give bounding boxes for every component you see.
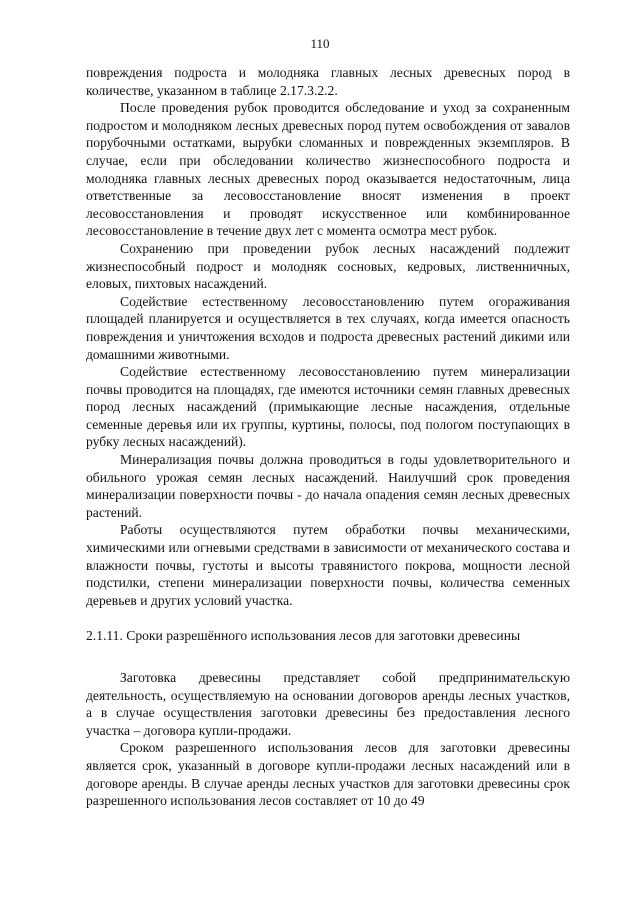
page-number: 110 xyxy=(310,36,330,51)
paragraph-inspection-and-care: После проведения рубок проводится обследование и уход за сохраненным подростом и молодняком лесных древесных пород путем освобождения от завалов порубочными остатками, вырубки сломанных и поврежденных экземпляров. В случае, если при обследовании количество жизнеспособного подроста и молодняка главных лесных древесных пород оказывается недостаточным, лица ответственные за лесовосстановление вносят изменения в проект лесовосстановления и проводят искусственное или комбинированное лесовосстановление в течение двух лет с момента осмотра мест рубок. xyxy=(86,100,570,239)
paragraph-continuation: повреждения подроста и молодняка главных лесных древесных пород в количестве, указанном в таблице 2.17.3.2.2. xyxy=(86,65,570,98)
paragraph-fencing: Содействие естественному лесовосстановлению путем огораживания площадей планируется и осуществляется в тех случаях, когда имеется опасность повреждения и уничтожения всходов и подроста древесных растений дикими или домашними животными. xyxy=(86,293,570,362)
paragraph-undergrowth-preservation: Сохранению при проведении рубок лесных насаждений подлежит жизнеспособный подрост и молодняк сосновых, кедровых, лиственничных, еловых, пихтовых насаждений. xyxy=(86,240,570,292)
paragraph-soil-treatment: Работы осуществляются путем обработки почвы механическими, химическими или огневыми средствами в зависимости от механического состава и влажности почвы, густоты и высоты травянистого покрова, мощности лесной подстилки, степени минерализации поверхности почвы, количества семенных деревьев и других условий участка. xyxy=(86,522,570,608)
paragraph-soil-mineralization: Содействие естественному лесовосстановлению путем минерализации почвы проводится на площадях, где имеются источники семян главных древесных пород лесных насаждений (примыкающие лесные насаждения, отдельные семенные деревья или их группы, куртины, полосы, под пологом поступающих в рубку лесных насаждений). xyxy=(86,364,570,450)
paragraph-mineralization-timing: Минерализация почвы должна проводиться в годы удовлетворительного и обильного урожая семян лесных насаждений. Наилучший срок проведения минерализации поверхности почвы - до начала опадения семян лесных древесных растений. xyxy=(86,452,570,520)
paragraph-timber-harvesting: Заготовка древесины представляет собой предпринимательскую деятельность, осуществляемую на основании договоров аренды лесных участков, а в случае осуществления заготовки древесины без предоставления лесного участка – договора купли-продажи. xyxy=(86,670,570,738)
paragraph-permitted-use-term: Сроком разрешенного использования лесов для заготовки древесины является срок, указанный в договоре купли-продажи лесных насаждений или в договоре аренды. В случае аренды лесных участков для заготовки древесины срок разрешенного использования лесов составляет от 10 до 49 xyxy=(86,740,570,809)
section-heading: 2.1.11. Сроки разрешённого использования лесов для заготовки древесины xyxy=(86,628,521,644)
document-body xyxy=(86,64,570,810)
